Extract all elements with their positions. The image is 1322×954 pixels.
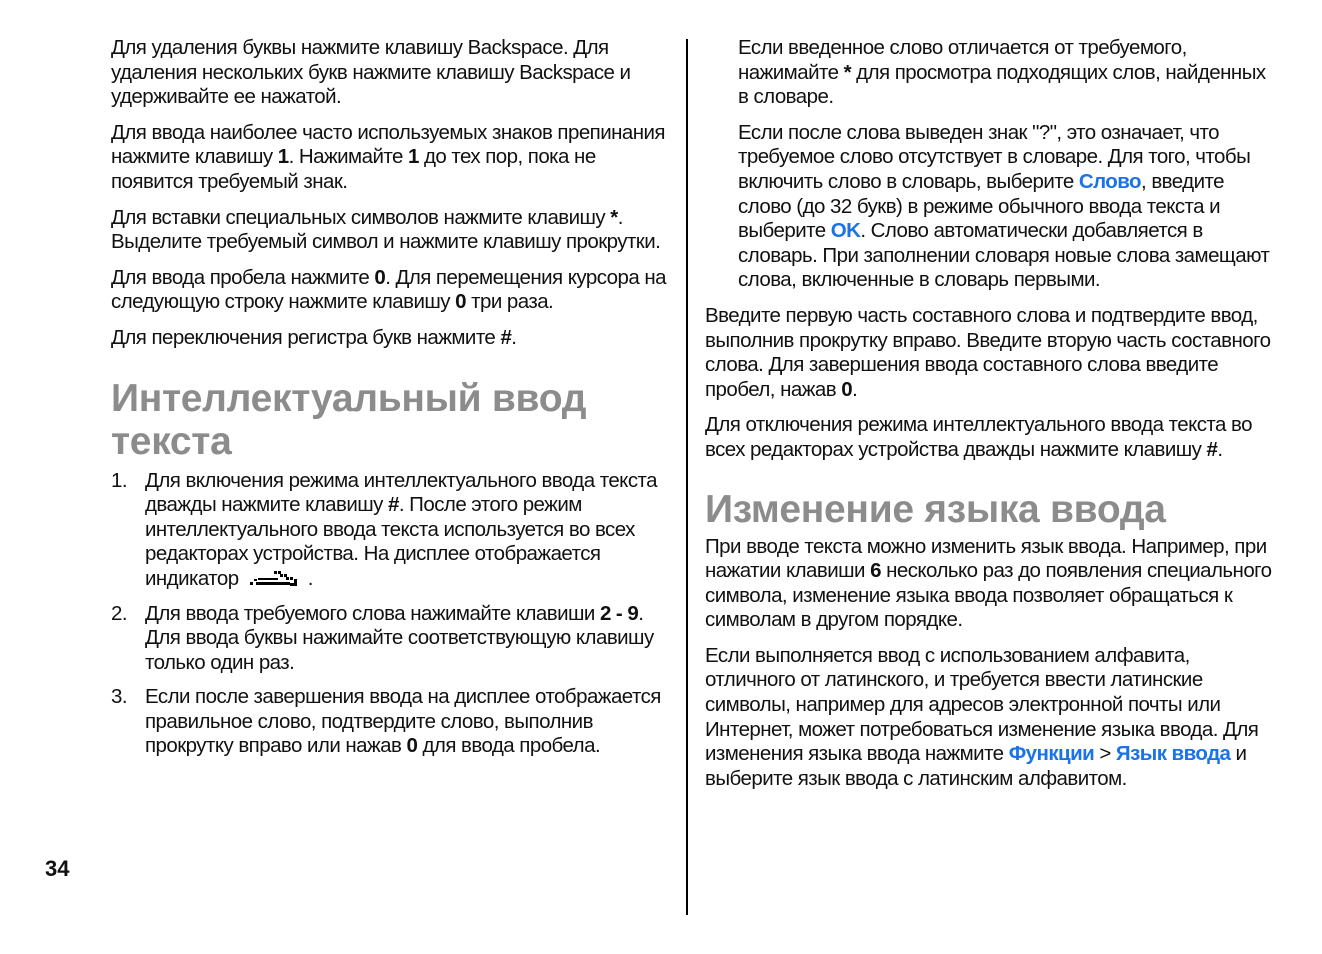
list-item — [111, 685, 677, 759]
paragraph-text: Для удаления буквы нажмите клавишу Backspace. Для удаления нескольких букв нажмите клавишу Backspace и удерживайте ее нажатой. — [111, 36, 631, 109]
left-column — [111, 36, 677, 769]
paragraph-space — [111, 266, 677, 315]
paragraph-text: несколько раз до появления специального символа, изменение языка ввода позволяет обращаться к символам в другом порядке. — [705, 559, 1272, 632]
key-label: 2 - 9 — [599, 601, 639, 625]
paragraph-text: Если после слова выведен знак "?", это означает, что требуемое слово отсутствует в словаре. Для того, чтобы включить слово в словарь, выберите — [738, 120, 1251, 193]
paragraph-disable-predictive — [705, 413, 1277, 462]
steps-list — [111, 469, 677, 760]
step-text: . — [307, 566, 313, 590]
paragraph-text: . Выделите требуемый символ и нажмите клавишу прокрутки. — [111, 205, 661, 254]
key-label: # — [500, 325, 512, 349]
paragraph-text: Введите первую часть составного слова и подтвердите ввод, выполнив прокрутку вправо. Введите вторую часть составного слова. Для завершения ввода составного слова введите пробел, нажав — [705, 303, 1271, 401]
paragraph-text: . Нажимайте — [288, 145, 408, 169]
paragraph-dictionary — [705, 121, 1277, 293]
section-heading-predictive-text: Интеллектуальный ввод текста — [111, 376, 587, 463]
key-label: 0 — [406, 734, 418, 758]
key-label: 6 — [870, 559, 881, 583]
link-word-option[interactable]: Слово — [1078, 169, 1142, 193]
step-text: . Для ввода буквы нажимайте соответствующую клавишу только один раз. — [145, 601, 654, 674]
paragraph-text: Для вставки специальных символов нажмите клавишу — [111, 205, 611, 229]
key-label: # — [1206, 437, 1218, 461]
predictive-text-indicator-icon — [248, 568, 308, 588]
paragraph-backspace — [111, 36, 677, 110]
key-label: 1 — [277, 145, 289, 169]
paragraph-text: до тех пор, пока не появится требуемый знак. — [111, 145, 596, 193]
paragraph-text: Для отключения режима интеллектуального ввода текста во всех редакторах устройства дважды нажмите клавишу — [705, 413, 1252, 461]
paragraph-special-symbols — [111, 206, 677, 255]
key-label: # — [388, 493, 399, 517]
step-text: для ввода пробела. — [417, 734, 601, 758]
paragraph-latin-input — [705, 644, 1277, 792]
key-label: 0 — [455, 290, 466, 314]
paragraph-text: , введите слово (до 32 букв) в режиме обычного ввода текста и выберите — [738, 169, 1224, 243]
paragraph-punctuation — [111, 121, 677, 195]
paragraph-text: Если выполняется ввод с использованием алфавита, отличного от латинского, и требуется ввести латинские символы, например для адресов электронной почты или Интернет, может потребоваться изменение языка ввода. Для изменения языка ввода нажмите — [705, 643, 1259, 766]
step-text: Для включения режима интеллектуального ввода текста дважды нажмите клавишу — [145, 468, 657, 517]
paragraph-text: . — [1217, 437, 1223, 461]
step-number: 3. — [111, 685, 127, 709]
paragraph-text: и выберите язык ввода с латинским алфавитом. — [705, 742, 1247, 790]
key-label: 1 — [407, 145, 419, 169]
page-number: 34 — [45, 856, 70, 881]
paragraph-text: Если введенное слово отличается от требуемого, нажимайте — [738, 36, 1187, 84]
list-item — [111, 602, 677, 676]
link-ok-option[interactable]: OK — [830, 219, 861, 243]
section-heading-input-language: Изменение языка ввода — [705, 487, 1166, 531]
right-column — [705, 36, 1277, 802]
paragraph-text: Для ввода наиболее часто используемых знаков препинания нажмите клавишу — [111, 120, 665, 169]
step-text: Для ввода требуемого слова нажимайте клавиши — [145, 601, 600, 625]
paragraph-text: . Для перемещения курсора на следующую строку нажмите клавишу — [111, 265, 666, 314]
list-item — [111, 469, 677, 592]
paragraph-alternative-words — [705, 36, 1277, 110]
paragraph-text: При вводе текста можно изменить язык ввода. Например, при нажатии клавиши — [705, 534, 1267, 583]
column-divider — [686, 39, 688, 915]
step-number: 1. — [111, 468, 127, 492]
link-options-menu[interactable]: Функции — [1008, 742, 1095, 766]
menu-path-separator: > — [1094, 742, 1116, 766]
step-text: . После этого режим интеллектуального ввода текста используется во всех редакторах устройства. На дисплее отображается индикатор — [145, 493, 635, 590]
key-label: 0 — [841, 377, 853, 401]
paragraph-text: Для переключения регистра букв нажмите — [111, 325, 501, 349]
link-input-language[interactable]: Язык ввода — [1115, 742, 1231, 766]
key-label: * — [610, 205, 618, 229]
paragraph-text: . — [852, 377, 858, 401]
step-number: 2. — [111, 601, 127, 625]
paragraph-compound-word — [705, 304, 1277, 402]
key-label: * — [843, 60, 852, 84]
paragraph-case — [111, 326, 677, 351]
paragraph-text: . Слово автоматически добавляется в словарь. При заполнении словаря новые слова замещают слова, включенные в словарь первыми. — [738, 219, 1270, 292]
paragraph-change-language — [705, 535, 1277, 633]
paragraph-text: . — [511, 325, 517, 349]
key-label: 0 — [374, 265, 386, 289]
step-text: Если после завершения ввода на дисплее отображается правильное слово, подтвердите слово, выполнив прокрутку вправо или нажав — [145, 685, 661, 758]
paragraph-text: три раза. — [466, 290, 554, 314]
paragraph-text: Для ввода пробела нажмите — [111, 265, 375, 289]
paragraph-text: для просмотра подходящих слов, найденных в словаре. — [738, 60, 1266, 109]
